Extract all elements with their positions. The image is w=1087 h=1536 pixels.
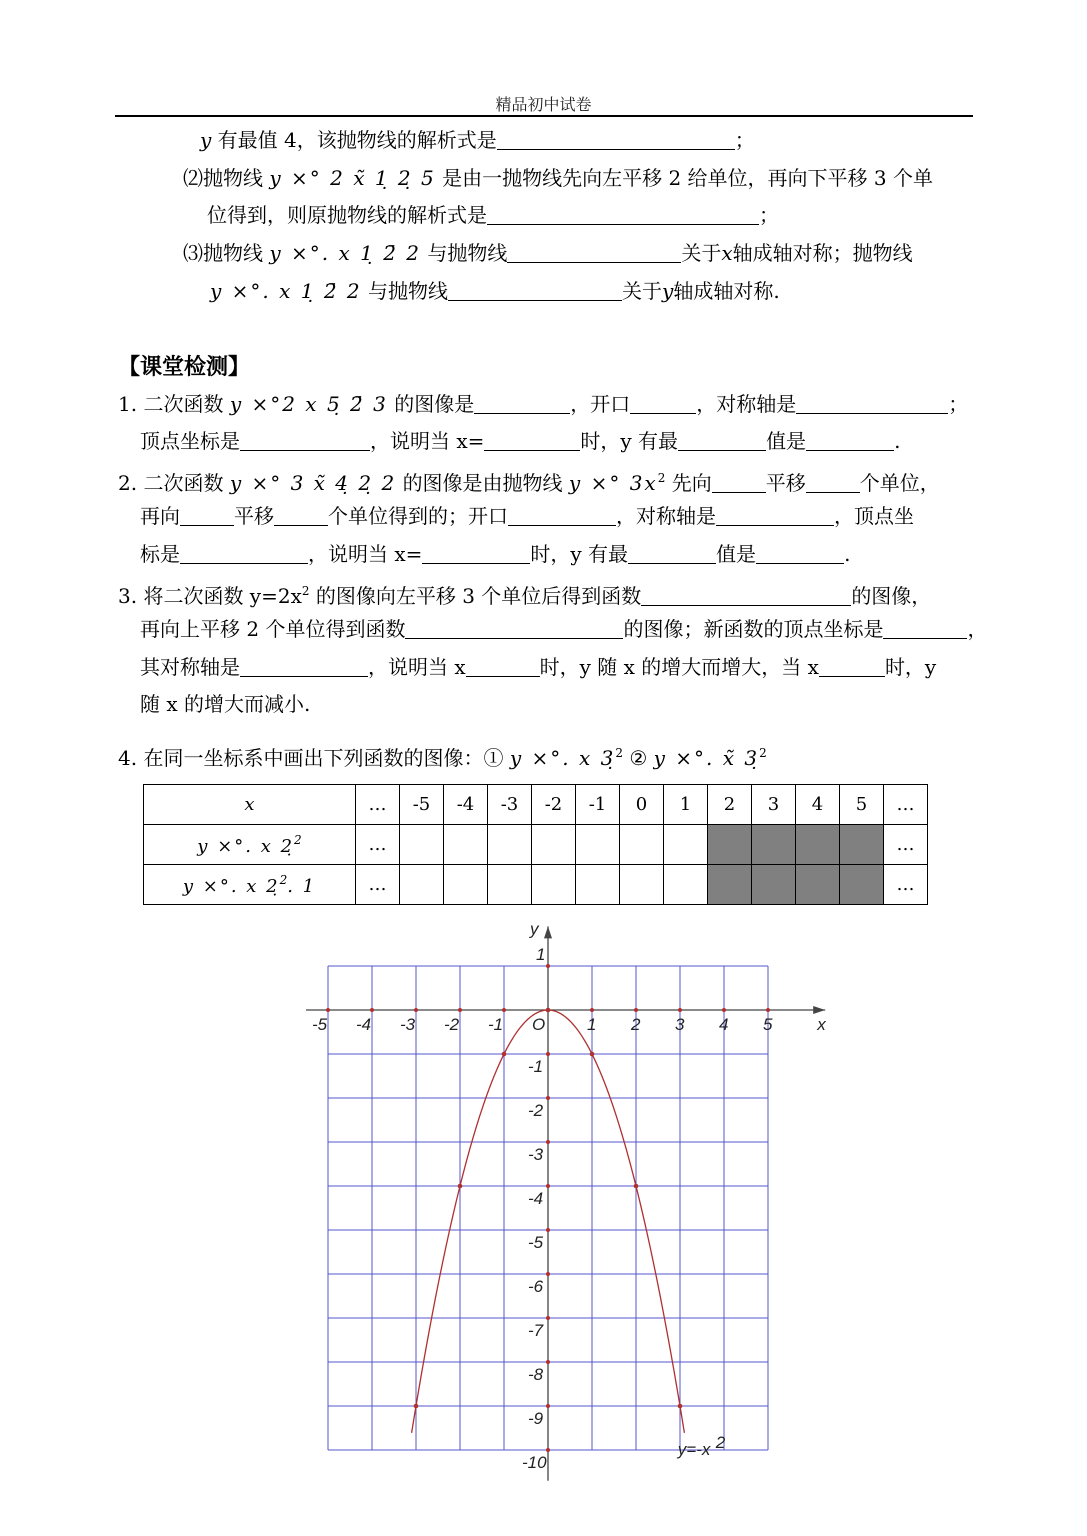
superscript: 2: [615, 746, 623, 760]
axis-tick-dot: [766, 1008, 770, 1012]
answer-blank[interactable]: [883, 618, 967, 639]
text: 关于: [681, 241, 722, 265]
text: ，开口: [570, 392, 631, 416]
answer-cell[interactable]: [532, 825, 576, 865]
shaded-cell: [796, 825, 840, 865]
axis-tick-dot: [546, 1140, 550, 1144]
question-1-line-1: [118, 392, 968, 416]
line-5: [210, 279, 780, 303]
page-header: 精品初中试卷: [495, 95, 592, 114]
text: 与抛物线: [427, 241, 508, 265]
shaded-cell: [708, 825, 752, 865]
text: 时，y 有最: [530, 542, 629, 566]
text: 2. 二次函数: [118, 471, 224, 495]
value-table: [143, 784, 928, 905]
answer-cell[interactable]: [400, 865, 444, 905]
answer-blank[interactable]: [806, 472, 860, 493]
row-label: [144, 825, 356, 865]
axis-tick-dot: [678, 1008, 682, 1012]
table-cell: 1: [664, 785, 708, 825]
table-cell: -3: [488, 785, 532, 825]
x-axis-label: x: [817, 1015, 826, 1034]
y-tick-label: -3: [528, 1145, 544, 1164]
text: 与抛物线: [368, 279, 449, 303]
text: 关于: [622, 279, 663, 303]
y-tick-label: -5: [528, 1233, 544, 1252]
curve-point: [414, 1404, 419, 1409]
var-y: y: [662, 279, 674, 303]
axis-tick-dot: [546, 1228, 550, 1232]
table-cell: 2: [708, 785, 752, 825]
y-tick-label: -4: [528, 1189, 544, 1208]
answer-cell[interactable]: [620, 865, 664, 905]
answer-blank[interactable]: [756, 543, 844, 564]
axis-tick-dot: [546, 1096, 550, 1100]
y-tick-label: -6: [528, 1277, 544, 1296]
line-3: [207, 203, 779, 227]
curve-point: [678, 1404, 683, 1409]
y-tick-label: -2: [528, 1101, 544, 1120]
y-tick-label: -9: [528, 1409, 544, 1428]
table-cell: …: [884, 865, 928, 905]
answer-blank[interactable]: [180, 505, 234, 526]
y-axis-label: y: [530, 919, 539, 939]
table-header-x: x: [144, 785, 356, 825]
text: 平移: [234, 504, 274, 528]
axis-tick-dot: [546, 964, 550, 968]
answer-blank[interactable]: [484, 430, 580, 451]
text: ；: [948, 392, 969, 416]
answer-blank[interactable]: [497, 129, 735, 150]
curve-point: [634, 1184, 639, 1189]
table-cell: 5: [840, 785, 884, 825]
answer-blank[interactable]: [448, 280, 622, 301]
axis-tick-dot: [546, 1448, 550, 1452]
answer-blank[interactable]: [508, 505, 616, 526]
axis-tick-dot: [546, 1404, 550, 1408]
table-row-1: [144, 825, 928, 865]
answer-cell[interactable]: [664, 825, 708, 865]
text: 时，y 随 x 的增大而增大，当 x: [539, 655, 819, 679]
answer-cell[interactable]: [444, 865, 488, 905]
text: 的图像是: [394, 392, 475, 416]
table-row-2: [144, 865, 928, 905]
shaded-cell: [840, 865, 884, 905]
answer-cell[interactable]: [664, 865, 708, 905]
axis-tick-dot: [502, 1008, 506, 1012]
text: 时，y: [884, 655, 937, 679]
x-tick-label: 3: [675, 1015, 685, 1034]
question-3-line-3: [140, 655, 936, 679]
text: ，说明当 x=: [308, 542, 423, 566]
answer-cell[interactable]: [576, 865, 620, 905]
axis-tick-dot: [326, 1008, 330, 1012]
x-tick-label: -5: [312, 1015, 328, 1034]
section-title: 【课堂检测】: [118, 354, 251, 380]
answer-blank[interactable]: [641, 585, 851, 606]
row-label: [144, 865, 356, 905]
text: 轴成轴对称.: [673, 279, 780, 303]
text: 值是: [716, 542, 757, 566]
text: ⑶抛物线: [183, 241, 263, 265]
text: 位得到，则原抛物线的解析式是: [207, 203, 487, 227]
y-tick-label: 1: [536, 945, 546, 964]
series-label: y=-x: [677, 1440, 711, 1459]
text: 个单位，: [859, 471, 940, 495]
axis-tick-dot: [590, 1008, 594, 1012]
y-axis-arrow: [544, 926, 552, 938]
question-2-line-2: [140, 504, 914, 528]
line-4: [183, 241, 913, 265]
answer-blank[interactable]: [806, 430, 894, 451]
axis-tick-dot: [546, 1052, 550, 1056]
axis-tick-dot: [722, 1008, 726, 1012]
superscript: 2: [759, 746, 767, 760]
answer-cell[interactable]: [576, 825, 620, 865]
text: 标是: [140, 542, 180, 566]
text: 时，y 有最: [580, 429, 679, 453]
var-y: y: [200, 128, 212, 152]
y-tick-label: -8: [528, 1365, 544, 1384]
x-axis-arrow: [813, 1006, 825, 1014]
text: 个单位得到的；开口: [328, 504, 508, 528]
text: .: [894, 429, 901, 453]
answer-cell[interactable]: [488, 825, 532, 865]
curve-point: [590, 1052, 595, 1057]
answer-blank[interactable]: [507, 242, 681, 263]
answer-blank[interactable]: [466, 656, 540, 677]
x-tick-label: -1: [488, 1015, 504, 1034]
origin-label: O: [532, 1015, 546, 1034]
text: 的图像是由抛物线: [402, 471, 563, 495]
x-tick-label: -2: [444, 1015, 460, 1034]
answer-blank[interactable]: [712, 472, 766, 493]
text: .: [844, 542, 851, 566]
text: 再向: [140, 504, 180, 528]
y-tick-label: -1: [528, 1057, 544, 1076]
text: 3. 将二次函数 y=2x: [118, 584, 302, 608]
line-2: [183, 166, 933, 190]
answer-blank[interactable]: [274, 505, 328, 526]
text: ，对称轴是: [616, 504, 716, 528]
x-tick-label: 5: [763, 1015, 773, 1034]
answer-blank[interactable]: [678, 430, 766, 451]
axis-tick-dot: [546, 1008, 550, 1012]
series-label-superscript: 2: [715, 1433, 726, 1452]
shaded-cell: [752, 865, 796, 905]
answer-blank[interactable]: [240, 430, 370, 451]
shaded-cell: [752, 825, 796, 865]
superscript: 2: [294, 832, 302, 847]
text: 随 x 的增大而减小.: [140, 692, 311, 716]
table-cell: -5: [400, 785, 444, 825]
answer-blank[interactable]: [240, 656, 368, 677]
curve-point: [502, 1052, 507, 1057]
equation: y ×° 3 x̃ 4̣ 2̣ 2: [229, 471, 397, 495]
text: ⑵抛物线: [183, 166, 263, 190]
answer-blank[interactable]: [716, 505, 834, 526]
superscript: 2: [657, 471, 666, 485]
answer-blank[interactable]: [422, 543, 530, 564]
text: 有最值 4，该抛物线的解析式是: [217, 128, 497, 152]
answer-cell[interactable]: [444, 825, 488, 865]
answer-blank[interactable]: [796, 393, 948, 414]
question-3-line-4: [140, 692, 310, 716]
text: 4. 在同一坐标系中画出下列函数的图像：①: [118, 746, 504, 770]
text: ，对称轴是: [696, 392, 797, 416]
axis-tick-dot: [458, 1008, 462, 1012]
text: ；: [734, 128, 755, 152]
equation: y ×° 3x: [568, 471, 658, 495]
axis-tick-dot: [370, 1008, 374, 1012]
axis-tick-dot: [414, 1008, 418, 1012]
question-2-line-1: [118, 466, 940, 495]
question-4: [118, 741, 767, 770]
table-cell: 4: [796, 785, 840, 825]
text: 的图像向左平移 3 个单位后得到函数: [315, 584, 642, 608]
answer-blank[interactable]: [630, 393, 696, 414]
var-x: x: [721, 241, 733, 265]
text: ②: [629, 746, 648, 770]
x-tick-label: -3: [400, 1015, 416, 1034]
superscript: 2: [301, 584, 310, 598]
question-2-line-3: [140, 542, 850, 566]
text: 其对称轴是: [140, 655, 240, 679]
text: 的图像，: [851, 584, 932, 608]
answer-blank[interactable]: [180, 543, 308, 564]
text: 平移: [765, 471, 806, 495]
curve-point: [458, 1184, 463, 1189]
table-cell: …: [356, 825, 400, 865]
answer-blank[interactable]: [405, 618, 623, 639]
shaded-cell: [708, 865, 752, 905]
equation: y ×°. x 1̣ 2̄ 2: [210, 279, 362, 303]
answer-blank[interactable]: [487, 204, 759, 225]
shaded-cell: [840, 825, 884, 865]
equation: y ×°. x 3̣: [509, 746, 616, 770]
table-cell: …: [356, 865, 400, 905]
equation: y ×°. x 2̣: [197, 835, 295, 857]
text: ；: [759, 203, 779, 227]
text: 再向上平移 2 个单位得到函数: [140, 617, 406, 641]
text: 轴成轴对称；抛物线: [732, 241, 913, 265]
question-1-line-2: [140, 429, 900, 453]
y-tick-label: -7: [528, 1321, 544, 1340]
equation: y ×°2 x 5̣ 2̄ 3: [229, 392, 388, 416]
text: 先向: [671, 471, 712, 495]
equation: . 1: [287, 875, 317, 897]
text: 是由一抛物线先向左平移 2 给单位，再向下平移 3 个单: [442, 166, 933, 190]
table-cell: …: [884, 785, 928, 825]
table-cell: -4: [444, 785, 488, 825]
x-tick-label: -4: [356, 1015, 372, 1034]
axis-tick-dot: [546, 1360, 550, 1364]
x-tick-label: 4: [719, 1015, 729, 1034]
table-row-x: [144, 785, 928, 825]
line-1: [200, 128, 755, 152]
question-3-line-1: [118, 579, 931, 608]
axis-tick-dot: [546, 1184, 550, 1188]
x-tick-label: 1: [587, 1015, 597, 1034]
header-rule: [115, 115, 973, 117]
table-cell: 3: [752, 785, 796, 825]
x-tick-label: 2: [631, 1015, 641, 1034]
equation: y ×°. x̃ 3̣: [653, 746, 760, 770]
equation: y ×° 2 x̃ 1̣ 2̣ 5: [269, 166, 436, 190]
answer-cell[interactable]: [400, 825, 444, 865]
text: ，: [967, 617, 988, 641]
y-tick-label: -10: [522, 1453, 547, 1472]
answer-blank[interactable]: [819, 656, 885, 677]
table-cell: -1: [576, 785, 620, 825]
table-cell: 0: [620, 785, 664, 825]
table-cell: -2: [532, 785, 576, 825]
answer-blank[interactable]: [628, 543, 716, 564]
axis-tick-dot: [546, 1272, 550, 1276]
table-cell: …: [884, 825, 928, 865]
answer-cell[interactable]: [620, 825, 664, 865]
text: ，说明当 x=: [370, 429, 485, 453]
text: 值是: [766, 429, 807, 453]
equation: y ×°. x 1̣ 2̄ 2: [269, 241, 422, 265]
text: 顶点坐标是: [140, 429, 240, 453]
axis-tick-dot: [634, 1008, 638, 1012]
shaded-cell: [796, 865, 840, 905]
axis-tick-dot: [546, 1316, 550, 1320]
answer-blank[interactable]: [474, 393, 570, 414]
text: 的图像；新函数的顶点坐标是: [623, 617, 884, 641]
coordinate-plot: [280, 915, 840, 1500]
text: 1. 二次函数: [118, 392, 224, 416]
answer-cell[interactable]: [532, 865, 576, 905]
table-cell: …: [356, 785, 400, 825]
superscript: 2: [279, 872, 288, 887]
answer-cell[interactable]: [488, 865, 532, 905]
question-3-line-2: [140, 617, 987, 641]
text: ，顶点坐: [834, 504, 914, 528]
text: ，说明当 x: [368, 655, 466, 679]
equation: y ×°. x 2̣: [182, 875, 280, 897]
